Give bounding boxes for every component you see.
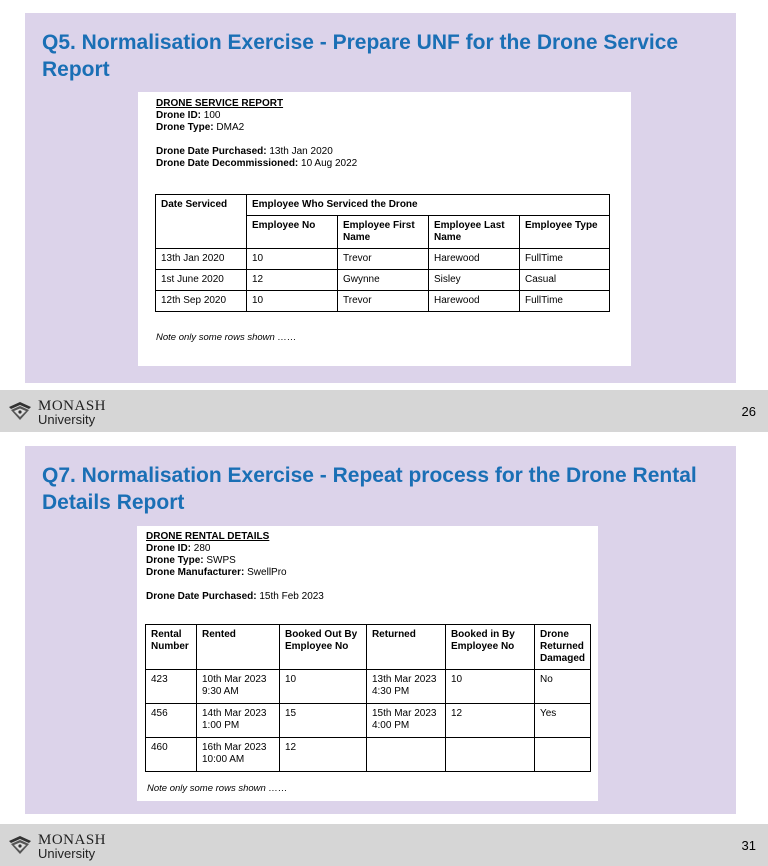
page-number: 31 bbox=[741, 838, 756, 853]
monash-crest-icon bbox=[8, 401, 32, 421]
table-row bbox=[156, 291, 610, 312]
table-header-cell: Employee Type bbox=[520, 216, 610, 249]
table-header-cell: Booked Out By Employee No bbox=[279, 625, 366, 670]
table-cell: Gwynne bbox=[338, 270, 429, 291]
table-cell bbox=[534, 738, 590, 772]
table-cell: 12 bbox=[247, 270, 338, 291]
table-header-cell: Employee Last Name bbox=[429, 216, 520, 249]
table-cell: 460 bbox=[146, 738, 197, 772]
table-cell: FullTime bbox=[520, 291, 610, 312]
monash-logo bbox=[8, 830, 118, 862]
report-header bbox=[146, 531, 324, 603]
drone-type-line: Drone Type: SWPS bbox=[146, 555, 236, 566]
table-cell: 12 bbox=[445, 704, 534, 738]
table-cell: 15 bbox=[279, 704, 366, 738]
slide-footer bbox=[0, 390, 768, 432]
table-cell: Harewood bbox=[429, 249, 520, 270]
slide-31 bbox=[25, 446, 736, 814]
table-header-cell: Drone Returned Damaged bbox=[534, 625, 590, 670]
brand-name: MONASH bbox=[38, 398, 107, 414]
table-cell: 10 bbox=[247, 291, 338, 312]
slide-title: Q5. Normalisation Exercise - Prepare UNF for the Drone Service Report bbox=[42, 31, 679, 81]
table-cell: 15th Mar 2023 4:00 PM bbox=[366, 704, 445, 738]
report-heading: DRONE SERVICE REPORT bbox=[156, 98, 284, 109]
table-cell: 10 bbox=[445, 670, 534, 704]
rental-report-document bbox=[137, 526, 598, 801]
table-note: Note only some rows shown …… bbox=[147, 783, 288, 794]
table-cell bbox=[445, 738, 534, 772]
manufacturer-line: Drone Manufacturer: SwellPro bbox=[146, 567, 287, 578]
table-header-cell: Returned bbox=[366, 625, 445, 670]
table-cell: Trevor bbox=[338, 249, 429, 270]
table-cell bbox=[366, 738, 445, 772]
table-cell: Harewood bbox=[429, 291, 520, 312]
table-row bbox=[156, 270, 610, 291]
table-header-cell: Employee No bbox=[247, 216, 338, 249]
table-cell: Casual bbox=[520, 270, 610, 291]
table-header-row bbox=[146, 625, 591, 670]
table-cell: 1st June 2020 bbox=[156, 270, 247, 291]
slide-26 bbox=[25, 13, 736, 383]
brand-name: MONASH bbox=[38, 832, 107, 848]
table-cell: FullTime bbox=[520, 249, 610, 270]
service-table bbox=[155, 194, 610, 312]
slide-footer bbox=[0, 824, 768, 866]
table-row bbox=[146, 670, 591, 704]
table-cell: 10 bbox=[247, 249, 338, 270]
table-note: Note only some rows shown …… bbox=[156, 332, 297, 343]
table-cell: 16th Mar 2023 10:00 AM bbox=[196, 738, 279, 772]
drone-type-line: Drone Type: DMA2 bbox=[156, 122, 245, 133]
report-heading: DRONE RENTAL DETAILS bbox=[146, 531, 270, 542]
decommissioned-line: Drone Date Decommissioned: 10 Aug 2022 bbox=[156, 158, 358, 169]
table-cell: 10th Mar 2023 9:30 AM bbox=[196, 670, 279, 704]
table-header-cell: Booked in By Employee No bbox=[445, 625, 534, 670]
table-cell: 12 bbox=[279, 738, 366, 772]
table-cell: 13th Mar 2023 4:30 PM bbox=[366, 670, 445, 704]
table-header-cell: Employee First Name bbox=[338, 216, 429, 249]
table-cell: 13th Jan 2020 bbox=[156, 249, 247, 270]
drone-id-line: Drone ID: 100 bbox=[156, 110, 221, 121]
service-report-document bbox=[138, 92, 631, 366]
table-row bbox=[156, 249, 610, 270]
monash-crest-icon bbox=[8, 835, 32, 855]
brand-subname: University bbox=[38, 846, 96, 861]
table-header-cell: Employee Who Serviced the Drone bbox=[247, 195, 610, 216]
table-header-cell: Rented bbox=[196, 625, 279, 670]
table-cell: Sisley bbox=[429, 270, 520, 291]
table-cell: 456 bbox=[146, 704, 197, 738]
table-cell: 423 bbox=[146, 670, 197, 704]
table-row bbox=[146, 704, 591, 738]
purchased-line: Drone Date Purchased: 15th Feb 2023 bbox=[146, 591, 324, 602]
table-header-row bbox=[156, 195, 610, 216]
page-number: 26 bbox=[741, 404, 756, 419]
table-row bbox=[146, 738, 591, 772]
table-cell: 10 bbox=[279, 670, 366, 704]
table-cell: No bbox=[534, 670, 590, 704]
slide-title: Q7. Normalisation Exercise - Repeat process for the Drone Rental Details Report bbox=[42, 464, 697, 514]
table-header-cell: Date Serviced bbox=[156, 195, 247, 249]
drone-id-line: Drone ID: 280 bbox=[146, 543, 211, 554]
table-cell: Yes bbox=[534, 704, 590, 738]
table-cell: 12th Sep 2020 bbox=[156, 291, 247, 312]
purchased-line: Drone Date Purchased: 13th Jan 2020 bbox=[156, 146, 333, 157]
table-header-cell: Rental Number bbox=[146, 625, 197, 670]
report-header bbox=[156, 98, 357, 170]
rental-table bbox=[145, 624, 591, 772]
table-cell: Trevor bbox=[338, 291, 429, 312]
table-cell: 14th Mar 2023 1:00 PM bbox=[196, 704, 279, 738]
monash-logo bbox=[8, 396, 118, 428]
brand-subname: University bbox=[38, 412, 96, 427]
